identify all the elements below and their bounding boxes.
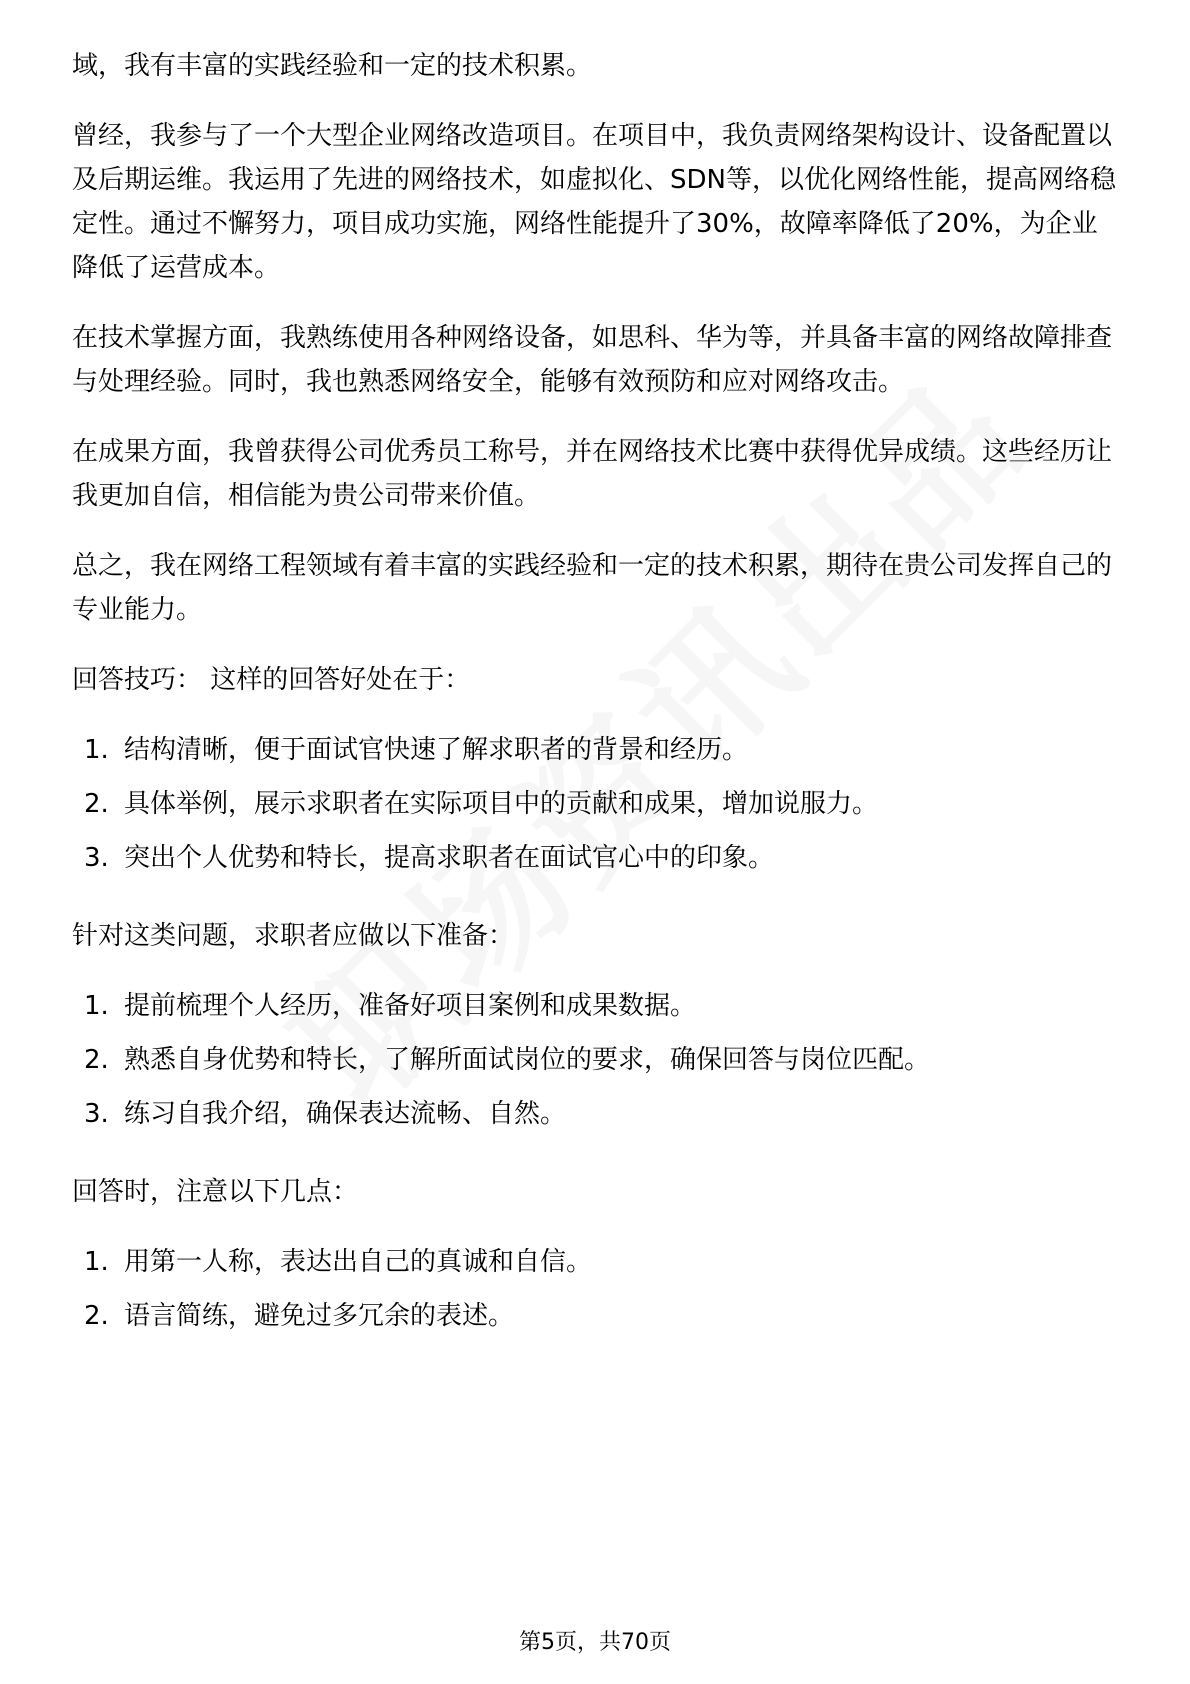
list-item-text: 练习自我介绍，确保表达流畅、自然。 (124, 1099, 567, 1129)
list-number: 2. (84, 1045, 109, 1075)
paragraph-achievements: 在成果方面，我曾获得公司优秀员工称号，并在网络技术比赛中获得优异成绩。这些经历让我更加自信，相信能为贵公司带来价值。 (72, 437, 1113, 511)
paragraph-skills: 在技术掌握方面，我熟练使用各种网络设备，如思科、华为等，并具备丰富的网络故障排查与处理经验。同时，我也熟悉网络安全，能够有效预防和应对网络攻击。 (72, 323, 1113, 397)
list-item-text: 突出个人优势和特长，提高求职者在面试官心中的印象。 (124, 843, 775, 873)
list-item-text: 用第一人称，表达出自己的真诚和自信。 (124, 1247, 593, 1277)
list-item (72, 728, 1118, 772)
list-item (72, 836, 1118, 880)
paragraph-project: 曾经，我参与了一个大型企业网络改造项目。在项目中，我负责网络架构设计、设备配置以及后期运维。我运用了先进的网络技术，如虚拟化、SDN等，以优化网络性能，提高网络稳定性。通过不懈努力，项目成功实施，网络性能提升了30%，故障率降低了20%，为企业降低了运营成本。 (72, 121, 1116, 283)
list-number: 1. (84, 735, 109, 765)
paragraph-summary: 总之，我在网络工程领域有着丰富的实践经验和一定的技术积累，期待在贵公司发挥自己的专业能力。 (72, 551, 1113, 625)
list-item-text: 语言简练，避免过多冗余的表述。 (124, 1301, 515, 1331)
list-number: 3. (84, 843, 109, 873)
paragraph-intro-tail: 域，我有丰富的实践经验和一定的技术积累。 (72, 51, 593, 81)
page-number-footer: 第5页，共70页 (519, 1630, 671, 1655)
list-number: 1. (84, 1247, 109, 1277)
page-content (72, 44, 1118, 1372)
list-number: 2. (84, 1301, 109, 1331)
list-item (72, 1294, 1118, 1338)
list-number: 2. (84, 789, 109, 819)
list-item (72, 1038, 1118, 1082)
list-item (72, 1240, 1118, 1284)
prep-list (72, 984, 1118, 1136)
tips-list (72, 728, 1118, 880)
list-number: 1. (84, 991, 109, 1021)
list-item (72, 1092, 1118, 1136)
notes-heading: 回答时，注意以下几点： (72, 1177, 359, 1207)
list-number: 3. (84, 1099, 109, 1129)
list-item-text: 熟悉自身优势和特长，了解所面试岗位的要求，确保回答与岗位匹配。 (124, 1045, 931, 1075)
list-item-text: 提前梳理个人经历，准备好项目案例和成果数据。 (124, 991, 697, 1021)
tips-heading: 回答技巧： 这样的回答好处在于： (72, 665, 471, 695)
notes-list (72, 1240, 1118, 1338)
list-item-text: 具体举例，展示求职者在实际项目中的贡献和成果，增加说服力。 (124, 789, 879, 819)
list-item (72, 984, 1118, 1028)
list-item-text: 结构清晰，便于面试官快速了解求职者的背景和经历。 (124, 735, 749, 765)
list-item (72, 782, 1118, 826)
prep-heading: 针对这类问题，求职者应做以下准备： (72, 921, 515, 951)
